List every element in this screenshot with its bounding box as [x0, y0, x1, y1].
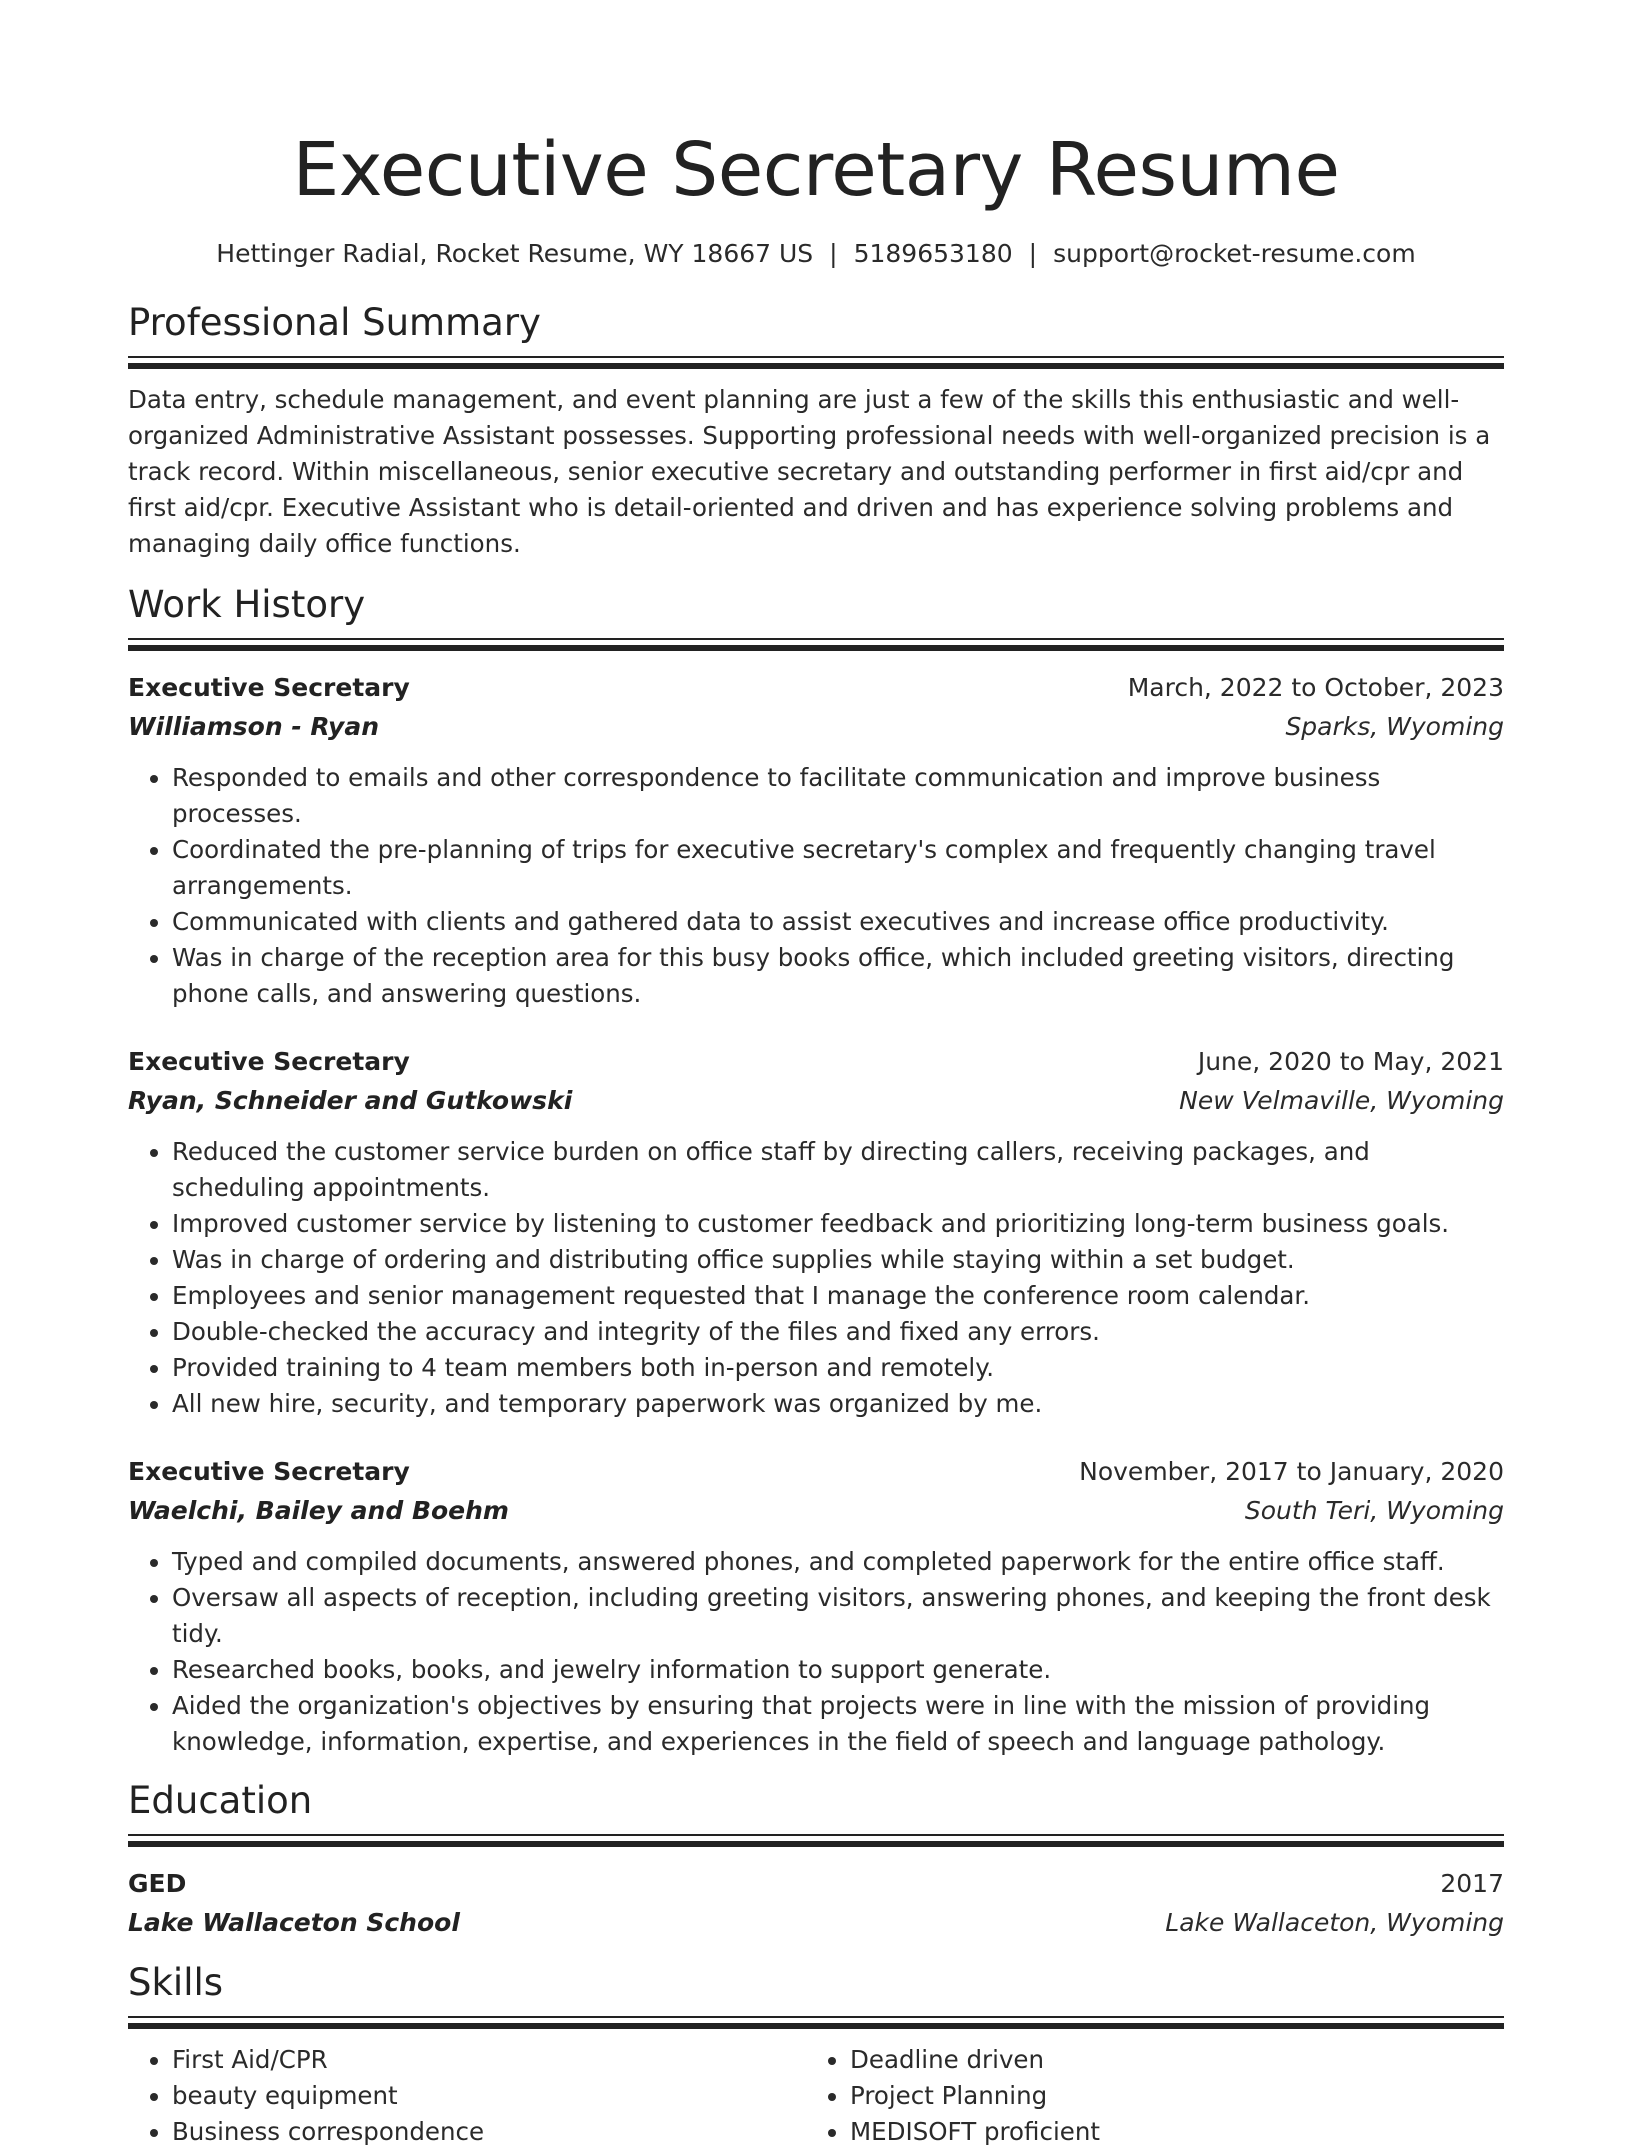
job-dates: March, 2022 to October, 2023	[1127, 673, 1504, 702]
job-dates: June, 2020 to May, 2021	[1197, 1047, 1504, 1076]
job-title: Executive Secretary	[128, 1457, 410, 1486]
education-year: 2017	[1440, 1869, 1504, 1898]
section-title: Education	[128, 1779, 313, 1822]
resume-page	[128, 0, 1504, 2150]
job-company: Waelchi, Bailey and Boehm	[128, 1496, 509, 1525]
education-section	[128, 1778, 1504, 1942]
list-item: • Responded to emails and other correspondence to facilitate communication and improve business processes.	[172, 760, 1504, 832]
list-item: • MEDISOFT proficient	[850, 2114, 1484, 2150]
contact-phone: 5189653180	[853, 239, 1013, 268]
work-history-section	[128, 582, 1504, 1760]
resume-title: Executive Secretary Resume	[292, 127, 1340, 213]
list-item: • First Aid/CPR	[172, 2042, 806, 2078]
skills-section	[128, 1960, 1504, 2150]
skills-column-left	[128, 2042, 806, 2150]
list-item: • Business correspondence	[172, 2114, 806, 2150]
job-location: South Teri, Wyoming	[1244, 1496, 1504, 1525]
list-item: • Oversaw all aspects of reception, including greeting visitors, answering phones, and keeping the front desk tidy.	[172, 1580, 1504, 1652]
list-item: • Was in charge of the reception area for this busy books office, which included greeting visitors, directing phone calls, and answering questions.	[172, 940, 1504, 1012]
list-item: • All new hire, security, and temporary paperwork was organized by me.	[172, 1386, 1504, 1422]
education-degree: GED	[128, 1869, 187, 1898]
job-bullets	[128, 1544, 1504, 1760]
list-item: • Aided the organization's objectives by ensuring that projects were in line with the mission of providing knowledge, information, expertise, and experiences in the field of speech and language pathology.	[172, 1688, 1504, 1760]
section-divider	[128, 2016, 1504, 2032]
section-title: Work History	[128, 583, 366, 626]
contact-email: support@rocket-resume.com	[1053, 239, 1416, 268]
section-divider	[128, 1834, 1504, 1850]
job-location: Sparks, Wyoming	[1285, 712, 1504, 741]
list-item: • Was in charge of ordering and distributing office supplies while staying within a set budget.	[172, 1242, 1504, 1278]
summary-section	[128, 300, 1504, 562]
list-item: • Deadline driven	[850, 2042, 1484, 2078]
job-entry	[128, 1452, 1504, 1760]
job-entry	[128, 668, 1504, 1012]
job-location: New Velmaville, Wyoming	[1179, 1086, 1504, 1115]
section-divider	[128, 638, 1504, 654]
education-school: Lake Wallaceton School	[128, 1908, 460, 1937]
skills-column-right	[806, 2042, 1484, 2150]
job-title: Executive Secretary	[128, 1047, 410, 1076]
list-item: • Double-checked the accuracy and integrity of the files and fixed any errors.	[172, 1314, 1504, 1350]
education-location: Lake Wallaceton, Wyoming	[1165, 1908, 1504, 1937]
contact-separator: |	[829, 239, 838, 268]
contact-address: Hettinger Radial, Rocket Resume, WY 18667 US	[216, 239, 814, 268]
section-title: Professional Summary	[128, 301, 541, 344]
contact-separator: |	[1028, 239, 1038, 268]
contact-line	[128, 238, 1504, 270]
section-title: Skills	[128, 1961, 224, 2004]
list-item: • Coordinated the pre-planning of trips for executive secretary's complex and frequently changing travel arrangements.	[172, 832, 1504, 904]
job-entry	[128, 1042, 1504, 1422]
list-item: • beauty equipment	[172, 2078, 806, 2114]
summary-text: Data entry, schedule management, and event planning are just a few of the skills this enthusiastic and well-organized Administrative Assistant possesses. Supporting professional needs with well-organized precision is a track record. Within miscellaneous, senior executive secretary and outstanding performer in first aid/cpr and first aid/cpr. Executive Assistant who is detail-oriented and driven and has experience solving problems and managing daily office functions.	[128, 385, 1491, 558]
list-item: • Improved customer service by listening to customer feedback and prioritizing long-term business goals.	[172, 1206, 1504, 1242]
list-item: • Reduced the customer service burden on office staff by directing callers, receiving packages, and scheduling appointments.	[172, 1134, 1504, 1206]
job-title: Executive Secretary	[128, 673, 410, 702]
job-bullets	[128, 760, 1504, 1012]
list-item: • Provided training to 4 team members both in-person and remotely.	[172, 1350, 1504, 1386]
job-company: Ryan, Schneider and Gutkowski	[128, 1086, 573, 1115]
list-item: • Employees and senior management requested that I manage the conference room calendar.	[172, 1278, 1504, 1314]
job-company: Williamson - Ryan	[128, 712, 380, 741]
list-item: • Typed and compiled documents, answered phones, and completed paperwork for the entire office staff.	[172, 1544, 1504, 1580]
education-entry	[128, 1864, 1504, 1942]
job-bullets	[128, 1134, 1504, 1422]
skills-grid	[128, 2042, 1504, 2150]
list-item: • Communicated with clients and gathered data to assist executives and increase office productivity.	[172, 904, 1504, 940]
job-dates: November, 2017 to January, 2020	[1079, 1457, 1504, 1486]
section-divider	[128, 356, 1504, 372]
list-item: • Project Planning	[850, 2078, 1484, 2114]
list-item: • Researched books, books, and jewelry information to support generate.	[172, 1652, 1504, 1688]
